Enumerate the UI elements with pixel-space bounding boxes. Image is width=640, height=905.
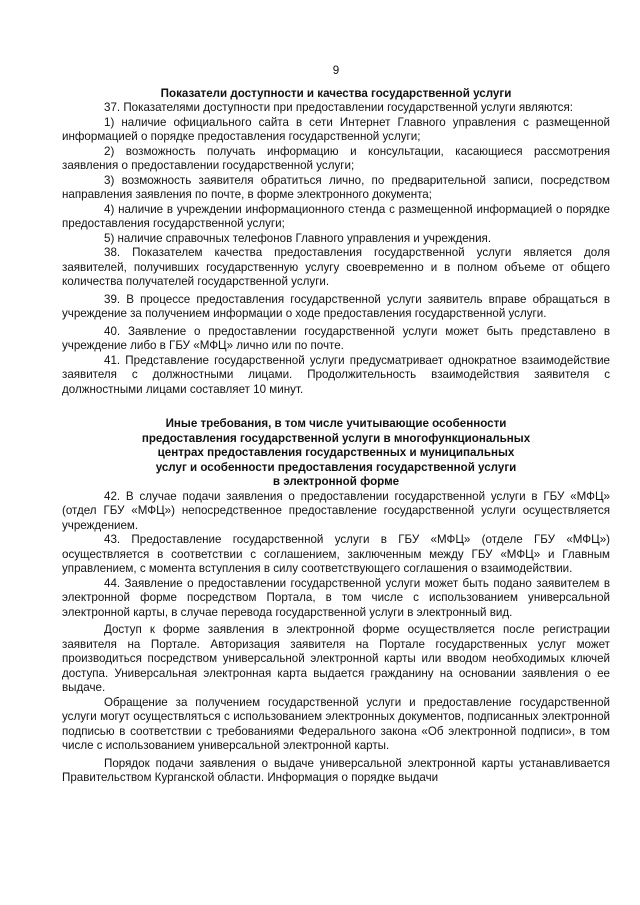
paragraph-card-procedure: Порядок подачи заявления о выдаче универсальной электронной карты устанавливается Правительством Курганской области. Информация о порядке выдачи <box>62 756 610 784</box>
section-title-line: услуг и особенности предоставления государственной услуги <box>155 460 517 474</box>
paragraph-37-item-1: 1) наличие официального сайта в сети Интернет Главного управления с размещенной информацией о порядке предоставления государственной услуги; <box>62 115 610 143</box>
section-title-other-requirements <box>62 417 610 490</box>
paragraph-40: 40. Заявление о предоставлении государственной услуги может быть представлено в учреждение либо в ГБУ «МФЦ» лично или по почте. <box>62 324 610 352</box>
paragraph-44: 44. Заявление о предоставлении государственной услуги может быть подано заявителем в электронной форме посредством Портала, в том числе с использованием универсальной электронной карты, в случае перевода государственной услуги в электронный вид. <box>62 576 610 619</box>
paragraph-37-item-2: 2) возможность получать информацию и консультации, касающиеся рассмотрения заявления о предоставлении государственной услуги; <box>62 144 610 172</box>
section-title-line: предоставления государственной услуги в многофункциональных <box>141 431 531 445</box>
paragraph-37-item-3: 3) возможность заявителя обратиться лично, по предварительной записи, посредством направления заявления по почте, в форме электронного документа; <box>62 173 610 201</box>
paragraph-37-item-5: 5) наличие справочных телефонов Главного управления и учреждения. <box>104 231 492 245</box>
paragraph-37-item-4: 4) наличие в учреждении информационного стенда с размещенной информацией о порядке предоставления государственной услуги; <box>62 202 610 230</box>
section-title-availability: Показатели доступности и качества государственной услуги <box>160 86 512 100</box>
paragraph-41: 41. Представление государственной услуги предусматривает однократное взаимодействие заявителя с должностными лицами. Продолжительность взаимодействия заявителя с должностными лицами составляет 10 минут. <box>62 353 610 396</box>
paragraph-39: 39. В процессе предоставления государственной услуги заявитель вправе обращаться в учреждение за получением информации о ходе предоставления государственной услуги. <box>62 292 610 320</box>
paragraph-electronic-docs: Обращение за получением государственной услуги и предоставление государственной услуги могут осуществляться с использованием электронных документов, подписанных электронной подписью в соответствии с требованиями Федерального закона «Об электронной подписи», в том числе с использованием универсальной электронной карты. <box>62 695 610 752</box>
page-number: 9 <box>332 64 340 77</box>
paragraph-38: 38. Показателем качества предоставления государственной услуги является доля заявителей, получивших государственную услугу своевременно и в полном объеме от общего количества получателей государственной услуги. <box>62 246 610 288</box>
paragraph-37: 37. Показателями доступности при предоставлении государственной услуги являются: <box>104 101 573 114</box>
paragraph-43: 43. Предоставление государственной услуги в ГБУ «МФЦ» (отделе ГБУ «МФЦ») осуществляется в соответствии с соглашением, заключенным между ГБУ «МФЦ» и Главным управлением, с момента вступления в силу соответствующего соглашения о взаимодействии. <box>62 533 610 575</box>
section-title-line: центрах предоставления государственных и муниципальных <box>157 446 515 459</box>
section-title-line: в электронной форме <box>272 475 400 488</box>
paragraph-42: 42. В случае подачи заявления о предоставлении государственной услуги в ГБУ «МФЦ» (отдел ГБУ «МФЦ») непосредственное предоставление государственной услуги осуществляется учреждением. <box>62 489 610 532</box>
section-title-line: Иные требования, в том числе учитывающие особенности <box>165 417 507 430</box>
paragraph-access: Доступ к форме заявления в электронной форме осуществляется после регистрации заявителя на Портале. Авторизация заявителя на Портале государственных услуг может производиться посредством универсальной электронной карты или вводом необходимых ключей доступа. Универсальная электронная карта выдается гражданину на основании заявления о ее выдаче. <box>62 623 610 694</box>
